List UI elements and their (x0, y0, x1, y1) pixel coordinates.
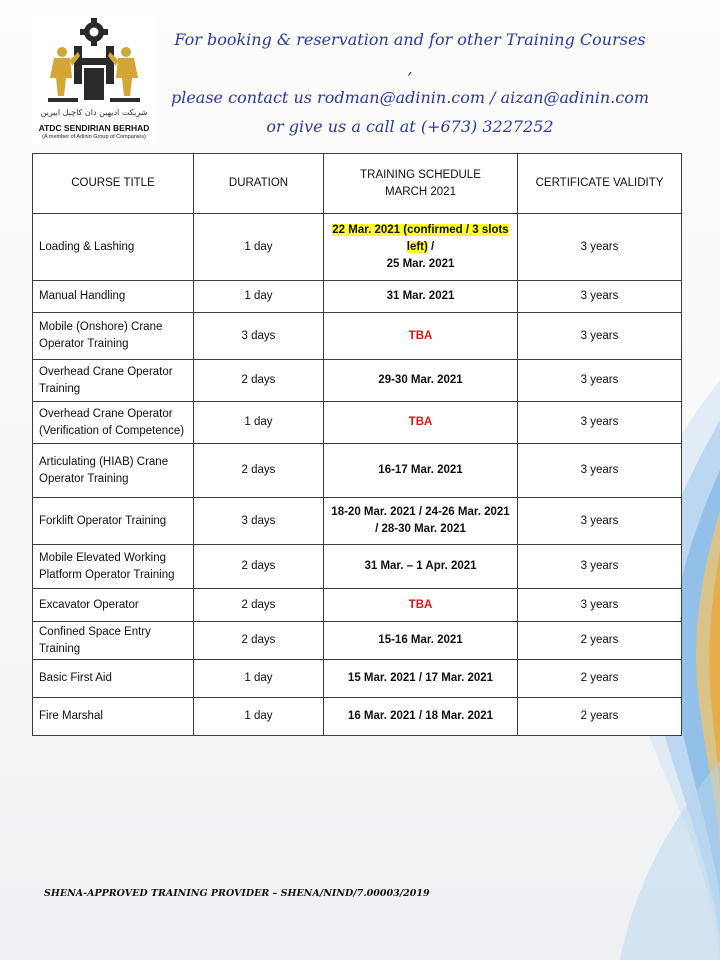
schedule-second-date: 25 Mar. 2021 (386, 257, 455, 270)
course-title-cell: Manual Handling (33, 281, 194, 313)
schedule-separator: / (427, 240, 435, 253)
duration-cell: 1 day (194, 214, 324, 281)
schedule-cell: 16-17 Mar. 2021 (324, 444, 518, 498)
table-row (33, 360, 682, 402)
contact-line-2[interactable]: please contact us rodman@adinin.com / aizan@adinin.com (170, 88, 650, 107)
logo-arabic-text: شريكت اديهين دان كاچيل ابيرين (40, 108, 148, 117)
duration-cell: 3 days (194, 498, 324, 545)
table-row (33, 589, 682, 622)
schedule-cell: 31 Mar. – 1 Apr. 2021 (324, 545, 518, 589)
validity-cell: 3 years (518, 360, 682, 402)
header-schedule-line1: TRAINING SCHEDULE (360, 168, 481, 181)
duration-cell: 1 day (194, 402, 324, 444)
course-title-cell: Mobile (Onshore) Crane Operator Training (33, 313, 194, 360)
header-training-schedule (324, 154, 518, 214)
validity-cell: 2 years (518, 698, 682, 736)
schedule-cell: 16 Mar. 2021 / 18 Mar. 2021 (324, 698, 518, 736)
duration-cell: 3 days (194, 313, 324, 360)
course-title-cell: Overhead Crane Operator Training (33, 360, 194, 402)
contact-line-1: For booking & reservation and for other Training Courses , (174, 30, 646, 78)
duration-cell: 2 days (194, 444, 324, 498)
course-title-cell: Mobile Elevated Working Platform Operator Training (33, 545, 194, 589)
company-logo (32, 16, 156, 144)
duration-cell: 2 days (194, 589, 324, 622)
duration-cell: 1 day (194, 281, 324, 313)
table-row (33, 545, 682, 589)
schedule-cell: 15-16 Mar. 2021 (324, 622, 518, 660)
schedule-highlight: 22 Mar. 2021 (confirmed / 3 slots left) (332, 223, 509, 253)
course-title-cell: Loading & Lashing (33, 214, 194, 281)
table-row (33, 313, 682, 360)
schedule-cell (324, 214, 518, 281)
table-row (33, 281, 682, 313)
approval-footer: SHENA-APPROVED TRAINING PROVIDER – SHENA/NIND/7.00003/2019 (44, 888, 430, 899)
course-title-cell: Excavator Operator (33, 589, 194, 622)
validity-cell: 3 years (518, 444, 682, 498)
header-schedule-line2: MARCH 2021 (385, 185, 456, 198)
validity-cell: 3 years (518, 281, 682, 313)
course-title-cell: Basic First Aid (33, 660, 194, 698)
validity-cell: 2 years (518, 660, 682, 698)
validity-cell: 3 years (518, 214, 682, 281)
header-course-title: COURSE TITLE (33, 154, 194, 214)
validity-cell: 3 years (518, 545, 682, 589)
schedule-cell-tba: TBA (324, 313, 518, 360)
company-name: ATDC SENDIRIAN BERHAD (38, 123, 150, 133)
schedule-cell-tba: TBA (324, 402, 518, 444)
header-certificate-validity: CERTIFICATE VALIDITY (518, 154, 682, 214)
validity-cell: 3 years (518, 498, 682, 545)
schedule-cell: 15 Mar. 2021 / 17 Mar. 2021 (324, 660, 518, 698)
course-title-cell: Articulating (HIAB) Crane Operator Training (33, 444, 194, 498)
table-row (33, 444, 682, 498)
table-row (33, 498, 682, 545)
duration-cell: 1 day (194, 698, 324, 736)
duration-cell: 2 days (194, 622, 324, 660)
table-header-row (33, 154, 682, 214)
training-schedule-table (32, 153, 682, 736)
gear-figures-logo-icon (40, 18, 148, 106)
validity-cell: 3 years (518, 402, 682, 444)
contact-info (170, 25, 650, 141)
schedule-cell-tba: TBA (324, 589, 518, 622)
duration-cell: 2 days (194, 545, 324, 589)
header-duration: DURATION (194, 154, 324, 214)
duration-cell: 1 day (194, 660, 324, 698)
schedule-cell: 31 Mar. 2021 (324, 281, 518, 313)
table-row (33, 622, 682, 660)
table-row (33, 660, 682, 698)
table-row (33, 402, 682, 444)
course-title-cell: Confined Space Entry Training (33, 622, 194, 660)
course-title-cell: Fire Marshal (33, 698, 194, 736)
duration-cell: 2 days (194, 360, 324, 402)
validity-cell: 2 years (518, 622, 682, 660)
schedule-cell: 18-20 Mar. 2021 / 24-26 Mar. 2021 / 28-30 Mar. 2021 (324, 498, 518, 545)
contact-line-3: or give us a call at (+673) 3227252 (266, 117, 554, 136)
course-title-cell: Overhead Crane Operator (Verification of Competence) (33, 402, 194, 444)
course-title-cell: Forklift Operator Training (33, 498, 194, 545)
company-subtitle: (A member of Adinin Group of Companies) (42, 134, 146, 140)
validity-cell: 3 years (518, 589, 682, 622)
table-row (33, 214, 682, 281)
schedule-cell: 29-30 Mar. 2021 (324, 360, 518, 402)
table-row (33, 698, 682, 736)
validity-cell: 3 years (518, 313, 682, 360)
